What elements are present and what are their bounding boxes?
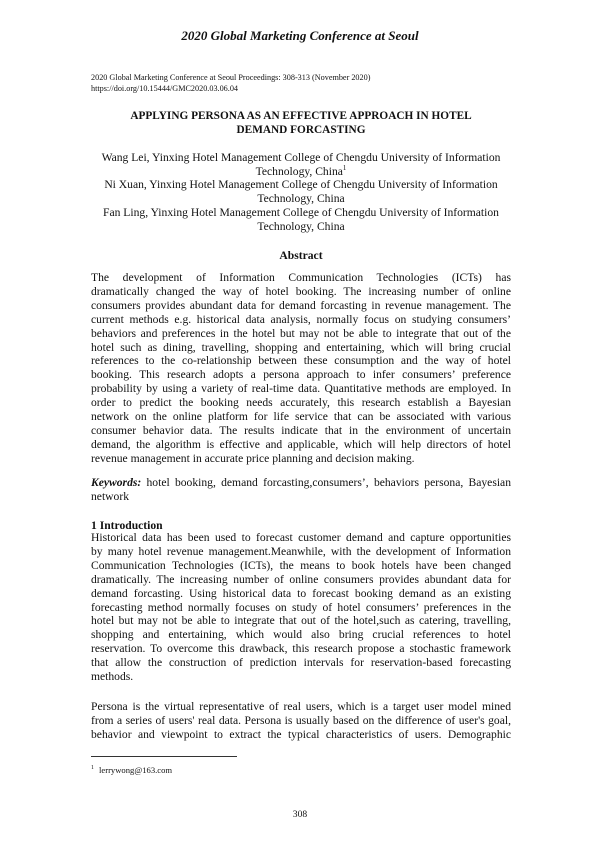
abstract-line: hotel such as dining, travelling, shopping and entertaining, which will bring crucial: [91, 340, 511, 354]
paragraph-line: by many hotel revenue management.Meanwhile, with the development of Information: [91, 544, 511, 558]
footnote: [91, 765, 172, 775]
abstract-line: consumers provides abundant data for demand forcasting in revenue management. The: [91, 298, 511, 312]
footnote-email[interactable]: lerrywong@163.com: [99, 765, 173, 775]
paragraph-line: methods.: [91, 670, 134, 684]
author-line: Technology, China: [257, 192, 345, 206]
paragraph-line: hotel but may not be able to integrate that out of the hotel,such as catering, travelling,: [91, 614, 511, 628]
abstract-line: booking. This research adopts a persona approach to infer consumers’ preference: [91, 368, 511, 382]
section-heading-introduction: 1 Introduction: [91, 519, 163, 532]
abstract-heading: Abstract: [279, 249, 323, 262]
abstract-line: consumer behavior data. The results indicate that in the environment of uncertain: [91, 423, 511, 437]
footnote-number: 1: [91, 765, 94, 772]
abstract-line: current methods e.g. historical data analysis, normally focus on studying consumers’: [91, 312, 511, 326]
keywords-line: [91, 476, 511, 490]
abstract-line: revenue management in accurate price planning and decision making.: [91, 451, 415, 465]
abstract-line: order to predict the booking needs accurately, this research establish a Bayesian: [91, 396, 511, 410]
doi-link[interactable]: https://doi.org/10.15444/GMC2020.03.06.04: [91, 84, 239, 93]
author-line: Technology, China: [257, 219, 345, 233]
paragraph-line: Communication Technologies (ICTs), the means to book hotels have been changed: [91, 558, 511, 572]
author-affiliation-country: Technology, China: [255, 164, 343, 178]
persona-paragraph: [91, 700, 511, 742]
paragraph-line: Persona is the virtual representative of real users, which is a target user model mined: [91, 700, 511, 713]
abstract-line: demand, the algorithm is effective and applicable, which will help directors of hotel: [91, 437, 511, 451]
paragraph-line: from a series of users' real data. Persona is usually based on the difference of user's goal,: [91, 713, 511, 727]
introduction-paragraph: [91, 531, 511, 684]
page-number: 308: [292, 809, 308, 820]
paper-title: [91, 109, 511, 137]
abstract-line: probability by using a variety of real-time data. Quantitative methods are employed. In: [91, 382, 511, 396]
author-line: Ni Xuan, Yinxing Hotel Management College of Chengdu University of Information: [104, 178, 498, 192]
abstract-line: The development of Information Communication Technologies (ICTs) has: [91, 271, 511, 284]
paragraph-line: demand forcasting. Using historical data to forecast booking demand as an existing: [91, 586, 511, 600]
author-list: [91, 151, 511, 233]
keywords-label: Keywords:: [91, 476, 142, 489]
paragraph-line: behavior and viewpoint to extract the typical characteristics of users. Demographic: [91, 727, 511, 741]
paragraph-line: forecasting method normally focuses on study of hotel consumers’ preferences in the: [91, 600, 511, 614]
paragraph-line: reservation. To overcome this drawback, this research propose a stochastic framework: [91, 642, 511, 656]
footnote-marker[interactable]: 1: [342, 163, 347, 172]
footnote-divider: [91, 756, 237, 757]
paragraph-line: dramatically. The increasing number of online consumers provides abundant data for: [91, 572, 511, 586]
author-line: Fan Ling, Yinxing Hotel Management College of Chengdu University of Information: [103, 205, 499, 219]
proceedings-citation: 2020 Global Marketing Conference at Seoul Proceedings: 308-313 (November 2020): [91, 73, 371, 82]
abstract-line: dramatically changed the way of hotel booking. The increasing number of online: [91, 284, 511, 298]
keywords-line: network: [91, 489, 129, 503]
keywords-text: hotel booking, demand forcasting,consumers’, behaviors persona, Bayesian: [141, 476, 511, 489]
abstract-line: behaviors and preferences in the hotel but may not be able to integrate that out of the: [91, 326, 511, 340]
author-line: Wang Lei, Yinxing Hotel Management College of Chengdu University of Information: [101, 151, 501, 164]
author-line: [91, 165, 511, 179]
abstract-line: references to the co-relationship between these consumption and the way of hotel: [91, 354, 511, 368]
title-line: APPLYING PERSONA AS AN EFFECTIVE APPROACH IN HOTEL: [130, 110, 472, 122]
keywords: [91, 476, 511, 504]
paragraph-line: Historical data has been used to forecast customer demand and capture opportunities: [91, 531, 511, 544]
abstract-body: [91, 271, 511, 466]
paragraph-line: that allow the construction of prediction intervals for reservation-based forecasting: [91, 656, 511, 670]
title-line: DEMAND FORCASTING: [236, 124, 366, 136]
running-header: 2020 Global Marketing Conference at Seoul: [181, 28, 419, 43]
abstract-line: network on the online platform for life service that can be associated with various: [91, 410, 511, 424]
paragraph-line: shopping and entertaining, which would also bring crucial references to hotel: [91, 628, 511, 642]
proceedings-info: [91, 72, 511, 94]
